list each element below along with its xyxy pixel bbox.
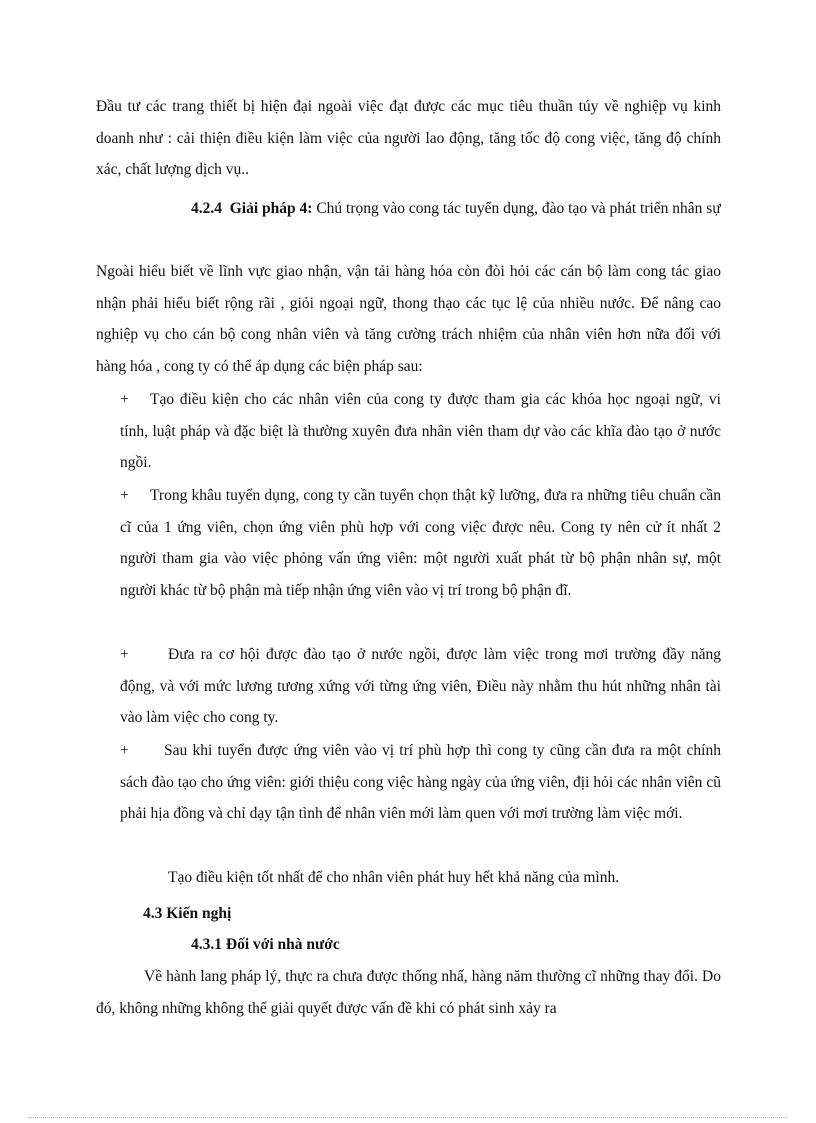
bullet-mark-1: + <box>120 391 129 408</box>
bullet-text-2: Trong khâu tuyển dụng, cong ty cần tuyển chọn thật kỹ lưỡng, đưa ra những tiêu chuẩn cần cĩ của 1 ứng viên, chọn ứng viên phù hợp với cong việc được nêu. Cong ty nên cử ít nhất 2 người tham gia vào việc phỏng vấn ứng viên: một người xuất phát từ bộ phận nhân sự, một người khác từ bộ phận mà tiếp nhận ứng viên vào vị trí trong bộ phận đĩ. <box>120 487 721 599</box>
page-bottom-rule <box>28 1117 788 1118</box>
bullet-text-3: Đưa ra cơ hội được đào tạo ở nước ngồi, được làm việc trong mơi trường đầy năng động, và với mức lương tương xứng với từng ứng viên, Điều này nhằm thu hút những nhân tài vào làm việc cho cong ty. <box>120 646 721 726</box>
paragraph-legal: Về hành lang pháp lý, thực ra chưa được thống nhấ, hàng năm thường cĩ những thay đổi. Do đó, không những không thể giải quyết được vấn đề khi có phát sinh xảy ra <box>96 968 721 1017</box>
bullet-mark-2: + <box>120 487 129 504</box>
paragraph-intro: Đầu tư các trang thiết bị hiện đại ngoài việc đạt được các mục tiêu thuần túy về nghiệp vụ kinh doanh như : cải thiện điều kiện làm việc của người lao động, tăng tốc độ cong việc, tăng độ chính xác, chất lượng dịch vụ.. <box>96 98 721 178</box>
heading-4-3-1: 4.3.1 Đối với nhà nước <box>191 936 340 953</box>
solution-label: Giải pháp 4: <box>229 200 313 217</box>
bullet-mark-4: + <box>120 742 129 759</box>
paragraph-closing: Tạo điều kiện tốt nhất để cho nhân viên phát huy hết khả năng của mình. <box>168 869 620 886</box>
solution-number: 4.2.4 <box>191 200 222 217</box>
heading-4-3: 4.3 Kiến nghị <box>143 905 232 922</box>
solution-text: Chú trọng vào cong tác tuyển dụng, đào tạo và phát triển nhân sự <box>316 200 721 217</box>
solution-heading <box>191 193 721 225</box>
bullet-text-1: Tạo điều kiện cho các nhân viên của cong ty được tham gia các khóa học ngoại ngữ, vi tính, luật pháp và đặc biệt là thường xuyên đưa nhân viên tham dự vào các khĩa đào tạo ở nước ngồi. <box>120 391 721 471</box>
paragraph-staff-requirements: Ngoài hiểu biết về lĩnh vực giao nhận, vận tải hàng hóa còn đòi hỏi các cán bộ làm cong tác giao nhận phải hiểu biết rộng rãi , giỏi ngoại ngữ, thong thạo các tục lệ của nhiều nước. Để nâng cao nghiệp vụ cho cán bộ cong nhân viên và tăng cường trách nhiệm của nhân viên hơn nữa đối với hàng hóa , cong ty có thể áp dụng các biện pháp sau: <box>96 263 721 375</box>
bullet-text-4: Sau khi tuyển được ứng viên vào vị trí phù hợp thì cong ty cũng cần đưa ra một chính sách đào tạo cho ứng viên: giới thiệu cong việc hàng ngày của ứng viên, địi hỏi các nhân viên cũ phải hịa đồng và chỉ dạy tận tình để nhân viên mới làm quen với mơi trường làm việc mới. <box>120 742 721 822</box>
bullet-mark-3: + <box>120 646 129 663</box>
